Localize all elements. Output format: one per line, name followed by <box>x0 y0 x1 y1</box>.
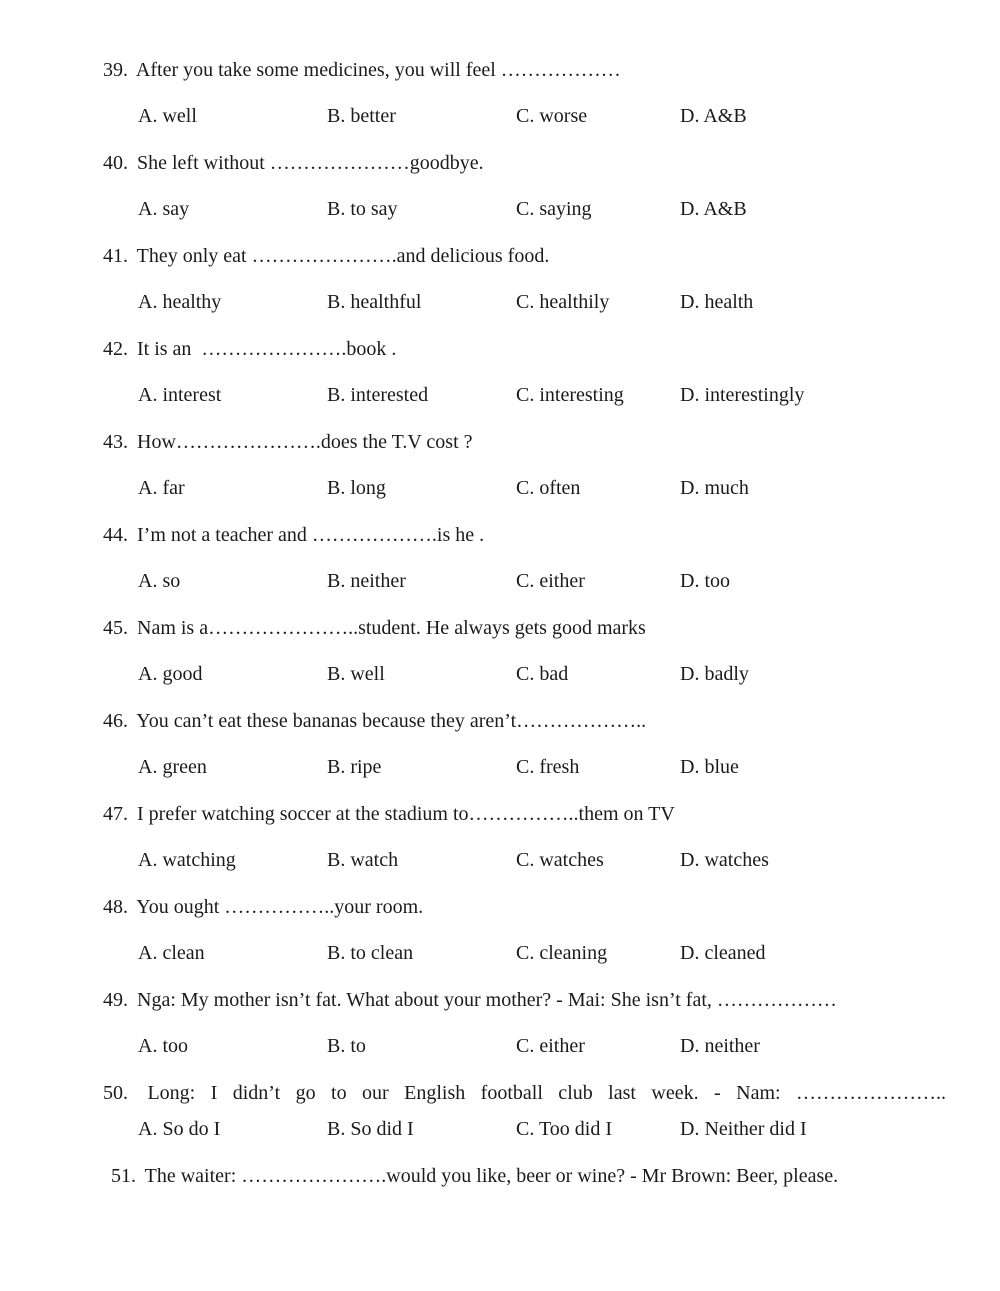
option-d: D. too <box>680 570 730 592</box>
question-number: 49. <box>103 989 128 1011</box>
option-a: A. clean <box>138 942 205 964</box>
option-a: A. green <box>138 756 207 778</box>
question-text-line <box>103 151 960 175</box>
option-d: D. A&B <box>680 198 747 220</box>
question-text: Nam is a…………………..student. He always gets good marks <box>137 617 646 639</box>
question-number: 42. <box>103 338 128 360</box>
question-text-line <box>103 709 960 733</box>
option-a: A. healthy <box>138 291 222 313</box>
options-row <box>103 476 960 500</box>
options-row <box>103 197 960 221</box>
options-row <box>103 290 960 314</box>
option-b: B. well <box>327 663 385 685</box>
option-b: B. to <box>327 1035 366 1057</box>
option-a: A. far <box>138 477 185 499</box>
option-c: C. either <box>516 1035 585 1057</box>
question-text: How………………….does the T.V cost ? <box>137 431 473 453</box>
question-number: 44. <box>103 524 128 546</box>
question-text-line <box>103 802 960 826</box>
question-50 <box>103 1081 960 1141</box>
question-43 <box>103 430 960 500</box>
question-text-line <box>103 1081 946 1105</box>
question-text: Long: I didn’t go to our English football club last week. - Nam: ………………….. <box>147 1082 946 1104</box>
question-text-line <box>103 1164 960 1188</box>
options-row <box>103 848 960 872</box>
options-row <box>103 755 960 779</box>
question-text: They only eat ………………….and delicious food. <box>136 245 550 267</box>
option-d: D. much <box>680 477 749 499</box>
option-d: D. neither <box>680 1035 760 1057</box>
option-c: C. Too did I <box>516 1118 613 1140</box>
question-number: 40. <box>103 152 128 174</box>
question-41 <box>103 244 960 314</box>
options-row <box>103 1117 960 1141</box>
question-48 <box>103 895 960 965</box>
option-a: A. say <box>138 198 190 220</box>
questions-list <box>103 58 960 1188</box>
question-text: Nga: My mother isn’t fat. What about your mother? - Mai: She isn’t fat, ……………… <box>137 989 837 1011</box>
option-b: B. ripe <box>327 756 382 778</box>
option-b: B. healthful <box>327 291 422 313</box>
option-b: B. interested <box>327 384 429 406</box>
option-a: A. watching <box>138 849 236 871</box>
options-row <box>103 104 960 128</box>
question-49 <box>103 988 960 1058</box>
option-d: D. badly <box>680 663 749 685</box>
options-row <box>103 569 960 593</box>
option-d: D. blue <box>680 756 739 778</box>
question-46 <box>103 709 960 779</box>
option-c: C. worse <box>516 105 588 127</box>
option-d: D. health <box>680 291 754 313</box>
question-number: 51. <box>111 1165 136 1187</box>
option-b: B. So did I <box>327 1118 414 1140</box>
option-b: B. long <box>327 477 386 499</box>
option-c: C. often <box>516 477 581 499</box>
option-c: C. saying <box>516 198 592 220</box>
option-d: D. Neither did I <box>680 1118 807 1140</box>
option-b: B. to say <box>327 198 398 220</box>
option-a: A. too <box>138 1035 188 1057</box>
option-b: B. better <box>327 105 396 127</box>
question-number: 39. <box>103 59 128 81</box>
question-text: You ought ……………..your room. <box>136 896 424 918</box>
question-text: After you take some medicines, you will feel ……………… <box>135 59 621 81</box>
question-number: 41. <box>103 245 128 267</box>
question-number: 45. <box>103 617 128 639</box>
question-text: You can’t eat these bananas because they aren’t……………….. <box>136 710 647 732</box>
question-text: It is an ………………….book . <box>137 338 397 360</box>
option-c: C. either <box>516 570 585 592</box>
question-text: I’m not a teacher and ……………….is he . <box>137 524 485 546</box>
question-number: 50. <box>103 1082 128 1104</box>
option-d: D. cleaned <box>680 942 766 964</box>
option-a: A. well <box>138 105 197 127</box>
option-c: C. interesting <box>516 384 624 406</box>
option-c: C. watches <box>516 849 604 871</box>
question-text: I prefer watching soccer at the stadium to……………..them on TV <box>137 803 675 825</box>
options-row <box>103 383 960 407</box>
option-b: B. neither <box>327 570 406 592</box>
option-a: A. So do I <box>138 1118 221 1140</box>
question-text: The waiter: ………………….would you like, beer or wine? - Mr Brown: Beer, please. <box>144 1165 839 1187</box>
options-row <box>103 1034 960 1058</box>
option-b: B. to clean <box>327 942 414 964</box>
question-51 <box>103 1164 960 1188</box>
option-b: B. watch <box>327 849 399 871</box>
options-row <box>103 662 960 686</box>
question-42 <box>103 337 960 407</box>
question-text-line <box>103 58 960 82</box>
option-a: A. interest <box>138 384 222 406</box>
question-number: 43. <box>103 431 128 453</box>
option-c: C. fresh <box>516 756 580 778</box>
question-number: 47. <box>103 803 128 825</box>
question-39 <box>103 58 960 128</box>
option-c: C. healthily <box>516 291 610 313</box>
option-a: A. so <box>138 570 181 592</box>
option-a: A. good <box>138 663 203 685</box>
option-d: D. interestingly <box>680 384 805 406</box>
question-text-line <box>103 895 960 919</box>
question-text-line <box>103 616 960 640</box>
question-text: She left without …………………goodbye. <box>137 152 484 174</box>
question-text-line <box>103 430 960 454</box>
question-text-line <box>103 337 960 361</box>
question-44 <box>103 523 960 593</box>
option-d: D. watches <box>680 849 769 871</box>
question-text-line <box>103 988 960 1012</box>
option-c: C. bad <box>516 663 569 685</box>
question-47 <box>103 802 960 872</box>
option-d: D. A&B <box>680 105 747 127</box>
question-45 <box>103 616 960 686</box>
question-number: 46. <box>103 710 128 732</box>
question-text-line <box>103 523 960 547</box>
question-40 <box>103 151 960 221</box>
option-c: C. cleaning <box>516 942 608 964</box>
options-row <box>103 941 960 965</box>
question-text-line <box>103 244 960 268</box>
question-number: 48. <box>103 896 128 918</box>
